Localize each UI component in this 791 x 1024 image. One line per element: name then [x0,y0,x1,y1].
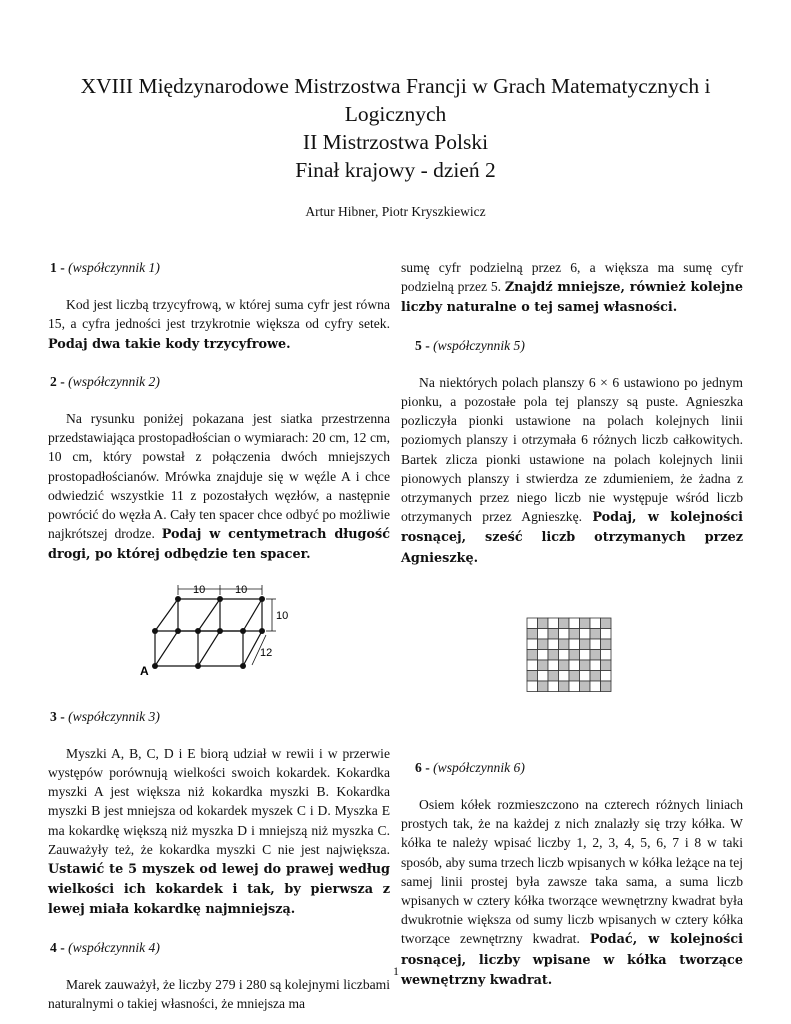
board-cell [601,618,612,629]
problem-1-number: 1 - [50,260,65,275]
problem-1-coefficient: (współczynnik 1) [68,260,160,275]
problem-3-coefficient: (współczynnik 3) [68,708,160,724]
board-cell [548,681,559,692]
problem-6-coefficient: (współczynnik 6) [433,759,525,775]
problem-5-text: Na niektórych polach planszy 6 × 6 ustawiono po jednym pionku, a pozostałe pola tej planszy są puste. Agnieszka pozliczyła pionki ustawione na polach kolejnych linii poziomych planszy i otrzymała 6 różnych liczb całkowitych. Bartek zlicza pionki ustawione na polach kolejnych linii pionowych planszy i stwierdza ze zdumieniem, że żadna z otrzymanych przez niego liczb nie występuje wśród liczb otrzymanych przez Agnieszkę. Podaj, w kolejności rosnącej, sześć liczb otrzymanych przez Agnieszkę. [401,374,743,566]
dimension-label-side: 10 [276,609,289,622]
problem-6-question: Podać, w kolejności rosnącej, liczby wpisane w kółka tworzące wewnętrzny kwadrat. [401,932,744,988]
board-cell [601,681,612,692]
board-cell [538,628,549,639]
board-cell [538,639,549,650]
board-cell [569,618,580,629]
board-cell [538,618,549,629]
board-cell [548,639,559,650]
board-cell [548,660,559,671]
authors: Artur Hibner, Piotr Kryszkiewicz [305,204,486,219]
problem-2-question: Podaj w centymetrach długość drogi, po której odbędzie ten spacer. [48,527,390,563]
board-cell [538,660,549,671]
problem-3-question: Ustawić te 5 myszek od lewej do prawej według wielkości ich kokardek i tak, by pierwsza z lewej miała kokardkę najmniejszą. [48,862,390,918]
dimension-label-top-1: 10 [193,583,206,596]
board-cell [590,681,601,692]
board-cell [559,628,570,639]
board-cell [569,639,580,650]
board-cell [527,681,538,692]
checkerboard-figure [401,618,743,718]
dimension-label-top-2: 10 [235,583,248,596]
board-cell [569,649,580,660]
board-cell [580,628,591,639]
problem-5-heading [415,336,743,355]
board-cell [601,649,612,660]
board-cell [559,660,570,671]
board-cell [548,670,559,681]
board-cell [590,670,601,681]
right-column [401,258,743,990]
board-cell [527,670,538,681]
board-cell [569,681,580,692]
problem-5-coefficient: (współczynnik 5) [433,337,525,353]
board-cell [527,660,538,671]
title-line-2: Logicznych [344,102,447,126]
problem-4-number: 4 - [50,939,65,955]
board-cell [569,660,580,671]
problem-1-question: Podaj dwa takie kody trzycyfrowe. [48,336,291,352]
problem-4-coefficient: (współczynnik 4) [68,939,160,955]
problem-3-number: 3 - [50,708,65,724]
board-cell [580,681,591,692]
title-line-3: II Mistrzostwa Polski [302,130,489,154]
board-cell [580,649,591,660]
problem-4-heading [50,938,390,957]
cuboid-figure [48,583,390,701]
problem-6-heading [415,758,743,777]
problem-2-heading [50,372,390,391]
problem-4-text-end: sumę cyfr podzielną przez 6, a większa ma sumę cyfr podzielną przez 5. Znajdź mniejsze, również kolejne liczby naturalne o tej samej własności. [401,260,743,316]
left-column [48,258,390,1013]
board-cell [527,649,538,660]
problem-3-heading [50,707,390,726]
board-cell [527,639,538,650]
board-cell [559,670,570,681]
board-cell [527,618,538,629]
node-label-a: A [140,663,149,678]
problem-3-text: Myszki A, B, C, D i E biorą udział w rewii i w przerwie występów porównują wielkości swoich kokardek. Kokardka myszki A jest większa niż kokardka myszki B. Kokardka myszki B jest mniejsza od kokardek myszek C i D. Myszka E ma kokardkę większą niż myszka D i mniejszą niż myszka C. Zauważyły też, że kokardka myszki C nie jest największa. Ustawić te 5 myszek od lewej do prawej według wielkości ich kokardek i tak, by pierwsza z lewej miała kokardkę najmniejszą. [48,745,390,918]
board-cell [548,649,559,660]
board-cell [569,670,580,681]
board-cell [559,649,570,660]
board-cell [548,628,559,639]
board-cell [590,639,601,650]
board-cell [590,660,601,671]
board-cell [538,649,549,660]
board-cell [527,628,538,639]
document-title [60,72,731,184]
problem-2-number: 2 - [50,373,65,389]
problem-1-text: Kod jest liczbą trzycyfrową, w której suma cyfr jest równa 15, a cyfra jedności jest trzykrotnie większa od cyfry setek. Podaj dwa takie kody trzycyfrowe. [48,297,390,352]
title-line-1: XVIII Międzynarodowe Mistrzostwa Francji w Grach Matematycznych i [80,74,711,98]
board-cell [559,681,570,692]
board-cell [601,660,612,671]
board-cell [569,628,580,639]
dimension-label-depth: 12 [260,646,273,659]
board-cell [601,670,612,681]
problem-5-question: Podaj, w kolejności rosnącej, sześć liczb otrzymanych przez Agnieszkę. [401,510,743,566]
title-line-4: Finał krajowy - dzień 2 [295,158,496,182]
problem-2-coefficient: (współczynnik 2) [68,373,160,389]
board-cell [590,628,601,639]
board-cell [590,618,601,629]
board-cell [559,618,570,629]
problem-4-question: Znajdź mniejsze, również kolejne liczby naturalne o tej samej własności. [401,280,743,316]
board-cell [580,618,591,629]
board-cell [538,681,549,692]
problem-6-text: Osiem kółek rozmieszczono na czterech różnych liniach prostych tak, że na każdej z nich znalazły się trzy kółka. W kółka te należy wpisać liczby 1, 2, 3, 4, 5, 6, 7 i 8 w taki sposób, aby suma trzech liczb wpisanych w kółka leżące na tej samej linii prostej była zawsze taka sama, a suma liczb wpisanych w cztery kółka tworzące wewnętrzny kwadrat była dwukrotnie większa od sumy liczb wpisanych w cztery kółka tworzące zewnętrzny kwadrat. Podać, w kolejności rosnącej, liczby wpisane w kółka tworzące wewnętrzny kwadrat. [401,797,744,988]
board-cell [548,618,559,629]
board-cell [580,670,591,681]
problem-5-number: 5 - [415,337,430,353]
board-cell [601,639,612,650]
board-cell [538,670,549,681]
board-cell [601,628,612,639]
problem-4-text-start: Marek zauważył, że liczby 279 i 280 są kolejnymi liczbami naturalnymi o takiej własności, że mniejsza ma [48,976,390,1012]
board-cell [580,639,591,650]
board-cell [590,649,601,660]
problem-6-number: 6 - [415,759,430,775]
board-cell [580,660,591,671]
problem-1-heading [50,258,390,277]
problem-2-text: Na rysunku poniżej pokazana jest siatka przestrzenna przedstawiająca prostopadłościan o wymiarach: 20 cm, 12 cm, 10 cm, który powstał z połączenia dwóch mniejszych prostopadłościanów. Mrówka znajduje się w węźle A i chce odwiedzić wszystkie 11 z pozostałych węzłów, a następnie powrócić do węzła A. Cały ten spacer chce odbyć po możliwie najkrótszej drodze. Podaj w centymetrach długość drogi, po której odbędzie ten spacer. [48,411,390,563]
board-cell [559,639,570,650]
page-number: 1 [393,964,399,978]
